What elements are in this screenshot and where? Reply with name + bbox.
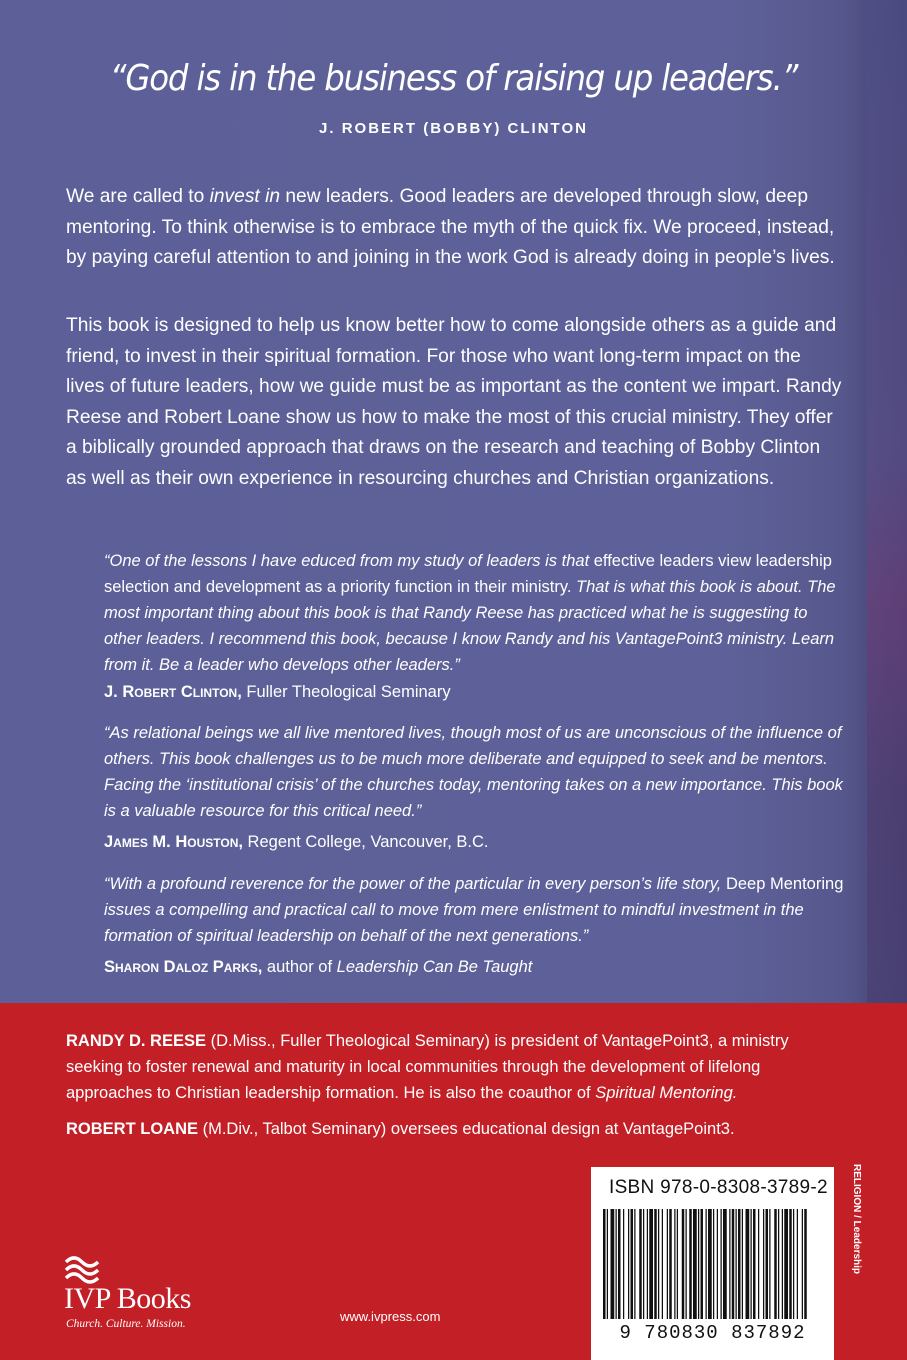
endorsement-1-part-b: That is what this book is about. The most important thing about this book is that Randy Reese has practiced what he is suggesting to other leaders. I recommend this book, because I know Randy and his VantagePoint3 ministry. Learn from it. Be a leader who develops other leaders.” [104, 578, 836, 674]
endorsement-3-part-a: “With a profound reverence for the power of the particular in every person’s life story, [104, 875, 726, 893]
endorser-name-2: James M. Houston, [104, 833, 243, 851]
barcode-bar [631, 1209, 634, 1319]
author-name-2: ROBERT LOANE [66, 1120, 198, 1138]
barcode-bar [717, 1209, 718, 1319]
barcode-bar [607, 1209, 608, 1319]
barcode-bar [769, 1209, 770, 1319]
barcode-bar [623, 1209, 624, 1319]
description-paragraph-1 [66, 182, 842, 274]
barcode-bar [774, 1209, 777, 1319]
barcode-bar [797, 1209, 798, 1319]
barcode-bar [751, 1209, 752, 1319]
description-p1-emphasis: invest in [209, 186, 281, 207]
barcode-bar [789, 1209, 792, 1319]
barcode-bar [701, 1209, 704, 1319]
author-bio-2 [66, 1116, 846, 1142]
barcode-bar [682, 1209, 685, 1319]
author-bio-1-text: (D.Miss., Fuller Theological Seminary) is president of VantagePoint3, a ministry seeking to foster renewal and maturity in local communities through the development of lifelong approaches to Christian leadership formation. He is also the coauthor of [66, 1032, 789, 1102]
barcode-bar [603, 1209, 606, 1319]
endorsement-quote-1 [104, 548, 844, 678]
barcode-bar [689, 1209, 692, 1319]
barcode-bar [693, 1209, 697, 1319]
barcode-bar [766, 1209, 769, 1319]
barcode-bar [793, 1209, 794, 1319]
barcode-bar [753, 1209, 756, 1319]
barcode-bar [738, 1209, 741, 1319]
barcode-bar [802, 1209, 803, 1319]
endorsement-quote-2: “As relational beings we all live mentored lives, though most of us are unconscious of the influence of others. This book challenges us to be much more deliberate and equipped to seek and be mentors. Facing the ‘institutional crisis’ of the churches today, mentoring takes on a new importance. This book is a valuable resource for this critical need.” [104, 724, 843, 820]
endorsement-3-part-b: issues a compelling and practical call to move from mere enlistment to mindful investment in the formation of spiritual leadership on behalf of the next generations.” [104, 901, 804, 945]
barcode-bar [686, 1209, 687, 1319]
endorsement-1-part-a: “One of the lessons I have educed from my study of leaders is that [104, 552, 594, 570]
endorsement-quote-3 [104, 871, 844, 949]
endorsement-3-book-title: Deep Mentoring [725, 875, 844, 893]
publisher-url: www.ivpress.com [340, 1309, 441, 1324]
barcode-bar [662, 1209, 663, 1319]
author-bio-2-text: (M.Div., Talbot Seminary) oversees educational design at VantagePoint3. [198, 1120, 735, 1138]
barcode-bar [713, 1209, 714, 1319]
barcode-bar [742, 1209, 743, 1319]
barcode-bar [667, 1209, 668, 1319]
publisher-tagline: Church. Culture. Mission. [66, 1318, 186, 1330]
endorser-affiliation-3: author of [262, 958, 337, 976]
barcode-bar [611, 1209, 615, 1319]
barcode-bar [804, 1209, 807, 1319]
barcode-bar [708, 1209, 712, 1319]
barcode-bar [778, 1209, 779, 1319]
barcode-bar [758, 1209, 759, 1319]
barcode-bar [628, 1209, 629, 1319]
barcode-bar [677, 1209, 678, 1319]
barcode-bar [639, 1209, 642, 1319]
category-label: RELIGION / Leadership [851, 1164, 862, 1275]
description-p1-part-b: new leaders. Good leaders are developed through slow, deep mentoring. To think otherwise is to embrace the myth of the quick fix. We proceed, instead, by paying careful attention to and joining in the work God is already doing in people’s lives. [66, 186, 835, 268]
headline-quote: “God is in the business of raising up leaders.” [109, 58, 798, 99]
barcode-bar [674, 1209, 675, 1319]
publisher-logo [64, 1250, 224, 1340]
cover-art-edge [867, 0, 907, 1003]
barcode-bar [721, 1209, 722, 1319]
endorsement-attribution-3 [104, 958, 532, 977]
barcode-bar [643, 1209, 644, 1319]
barcode-box [591, 1167, 834, 1360]
barcode-bar [782, 1209, 783, 1319]
barcode-bar [784, 1209, 788, 1319]
barcode-bar [649, 1209, 653, 1319]
barcode-bar [732, 1209, 735, 1319]
barcode-bar [658, 1209, 659, 1319]
barcode-bar [618, 1209, 621, 1319]
isbn-label: ISBN 978-0-8308-3789-2 [609, 1177, 828, 1198]
description-p1-part-a: We are called to [66, 186, 210, 207]
endorsement-1-plain: effective leaders view leadership selection and development as a priority function in their ministry. [104, 552, 832, 596]
endorsement-attribution-1 [104, 683, 451, 702]
barcode-bar [647, 1209, 648, 1319]
barcode-bar [736, 1209, 737, 1319]
endorsement-attribution-2 [104, 833, 488, 852]
barcode-bars [601, 1209, 811, 1319]
author-bio-1-book: Spiritual Mentoring. [595, 1084, 738, 1102]
endorser-name-1: J. Robert Clinton, [104, 683, 242, 701]
endorser-name-3: Sharon Daloz Parks, [104, 958, 263, 976]
barcode-bar [723, 1209, 727, 1319]
author-bio-1 [66, 1028, 846, 1106]
barcode-digits: 9 780830 837892 [619, 1322, 806, 1344]
endorser-affiliation-2: Regent College, Vancouver, B.C. [242, 833, 489, 851]
headline-quote-attribution: J. ROBERT (BOBBY) CLINTON [319, 120, 588, 137]
barcode-bar [746, 1209, 750, 1319]
endorser-affiliation-1: Fuller Theological Seminary [241, 683, 451, 701]
barcode-bar [706, 1209, 707, 1319]
barcode-bar [634, 1209, 635, 1319]
barcode-bar [654, 1209, 657, 1319]
description-paragraph-2: This book is designed to help us know better how to come alongside others as a guide and friend, to invest in their spiritual formation. For those who want long-term impact on the lives of future leaders, how we guide must be as important as the content we impart. Randy Reese and Robert Loane show us how to make the most of this crucial ministry. They offer a biblically grounded approach that draws on the research and teaching of Bobby Clinton as well as their own experience in resourcing churches and Christian organizations. [66, 315, 842, 489]
barcode-bar [729, 1209, 730, 1319]
publisher-name: IVP Books [64, 1282, 191, 1315]
barcode-bar [763, 1209, 764, 1319]
endorser-book-3: Leadership Can Be Taught [336, 958, 533, 976]
barcode-bar [698, 1209, 699, 1319]
barcode-bar [669, 1209, 672, 1319]
author-name-1: RANDY D. REESE [66, 1032, 206, 1050]
barcode-bar [616, 1209, 617, 1319]
